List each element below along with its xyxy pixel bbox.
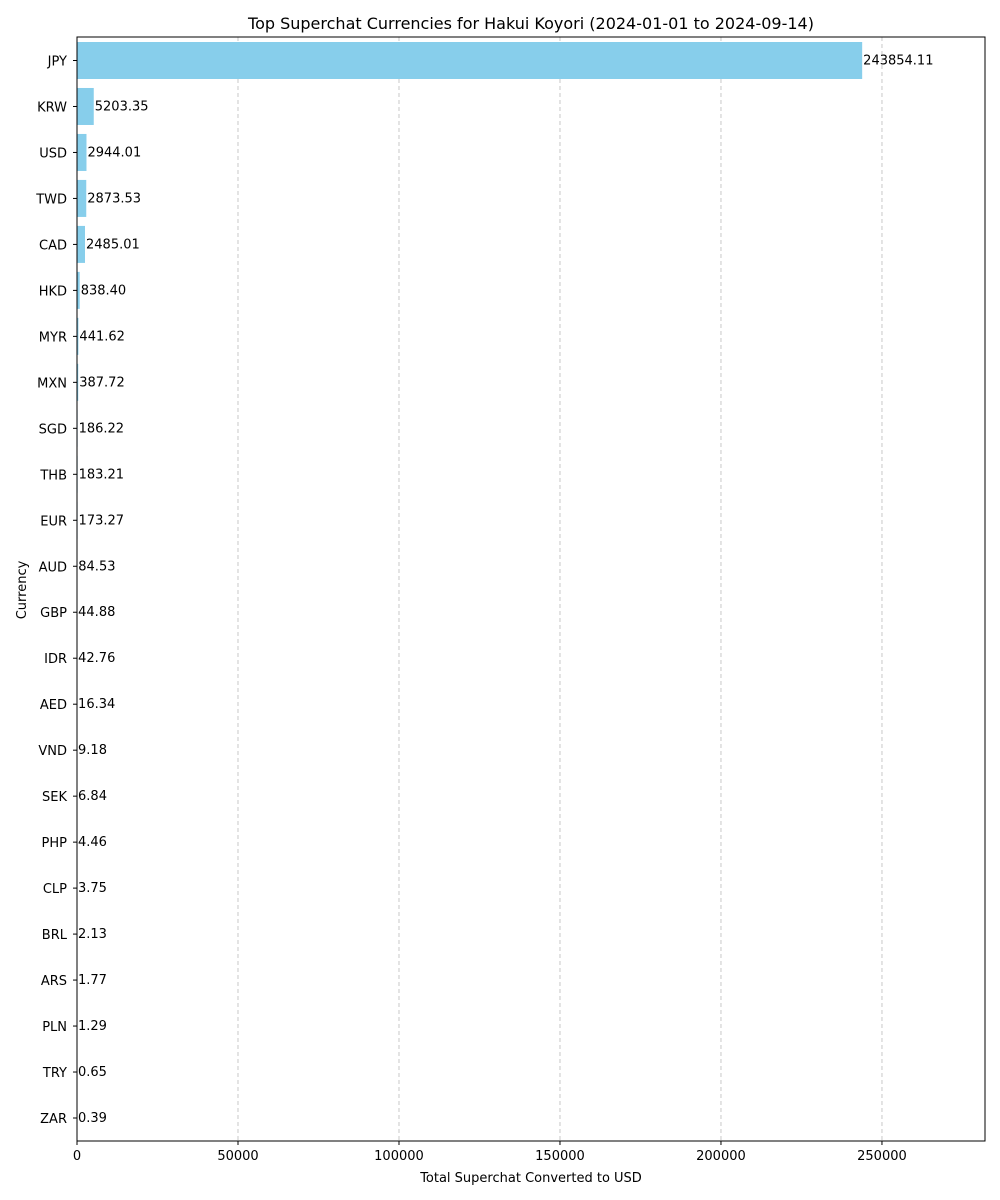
y-tick-label: EUR xyxy=(40,514,67,530)
y-tick-label: ARS xyxy=(40,974,67,990)
data-label: 42.76 xyxy=(78,651,116,667)
plot-frame xyxy=(77,37,985,1141)
y-tick-label: CLP xyxy=(42,882,67,898)
data-label: 1.29 xyxy=(78,1019,107,1035)
bar-cad xyxy=(77,226,85,263)
data-label: 173.27 xyxy=(78,513,125,529)
data-label: 5203.35 xyxy=(94,99,149,115)
x-tick-label: 50000 xyxy=(217,1149,259,1164)
data-label: 9.18 xyxy=(78,743,107,759)
data-label: 387.72 xyxy=(79,375,125,391)
data-label: 1.77 xyxy=(78,973,107,989)
y-tick-label: PHP xyxy=(41,836,67,852)
y-tick-label: TWD xyxy=(36,192,67,208)
data-label: 2.13 xyxy=(78,927,107,943)
data-label: 0.65 xyxy=(78,1065,107,1081)
y-tick-label: HKD xyxy=(38,284,67,300)
y-tick-label: USD xyxy=(39,146,67,162)
bar-twd xyxy=(77,180,86,217)
x-tick-label: 250000 xyxy=(857,1149,907,1164)
x-axis-label: Total Superchat Converted to USD xyxy=(420,1171,642,1186)
y-tick-label: TRY xyxy=(42,1066,67,1082)
data-label: 243854.11 xyxy=(863,53,934,69)
data-label: 16.34 xyxy=(78,697,116,713)
data-label: 183.21 xyxy=(78,467,125,483)
y-ticks xyxy=(35,55,77,1128)
y-axis-label: Currency xyxy=(15,560,30,620)
data-label: 186.22 xyxy=(78,421,125,437)
bar-usd xyxy=(77,134,86,171)
x-ticks xyxy=(73,1141,907,1164)
y-tick-label: JPY xyxy=(47,54,67,70)
y-tick-label: PLN xyxy=(42,1020,67,1036)
bar-krw xyxy=(77,88,94,125)
data-label: 6.84 xyxy=(78,789,107,805)
y-tick-label: MXN xyxy=(37,376,67,392)
x-tick-label: 150000 xyxy=(535,1149,585,1164)
y-tick-label: SGD xyxy=(38,422,67,438)
y-tick-label: CAD xyxy=(39,238,67,254)
data-label: 2873.53 xyxy=(87,191,142,207)
data-label: 4.46 xyxy=(78,835,107,851)
data-label: 84.53 xyxy=(78,559,116,575)
y-tick-label: MYR xyxy=(38,330,67,346)
data-label: 2944.01 xyxy=(87,145,142,161)
y-tick-label: AUD xyxy=(38,560,67,576)
y-tick-label: VND xyxy=(38,744,67,760)
grid-lines xyxy=(238,37,882,1141)
x-tick-label: 200000 xyxy=(696,1149,746,1164)
x-tick-label: 0 xyxy=(72,1149,82,1164)
y-tick-label: IDR xyxy=(44,652,67,668)
y-tick-label: GBP xyxy=(40,606,67,622)
x-tick-label: 100000 xyxy=(374,1149,424,1164)
y-tick-label: KRW xyxy=(37,100,67,116)
data-label: 2485.01 xyxy=(86,237,140,253)
data-label: 0.39 xyxy=(78,1111,107,1126)
data-label: 441.62 xyxy=(79,329,125,345)
y-tick-label: ZAR xyxy=(40,1112,67,1127)
data-label: 44.88 xyxy=(78,605,116,621)
y-tick-label: AED xyxy=(39,698,67,714)
chart-title: Top Superchat Currencies for Hakui Koyori (2024-01-01 to 2024-09-14) xyxy=(248,14,814,33)
data-label: 838.40 xyxy=(80,283,127,299)
bar-jpy xyxy=(77,42,862,79)
data-labels xyxy=(78,54,933,1127)
bars xyxy=(77,42,862,1137)
data-label: 3.75 xyxy=(78,881,107,897)
y-tick-label: THB xyxy=(40,468,67,484)
y-tick-label: BRL xyxy=(41,928,67,944)
y-tick-label: SEK xyxy=(42,790,67,806)
